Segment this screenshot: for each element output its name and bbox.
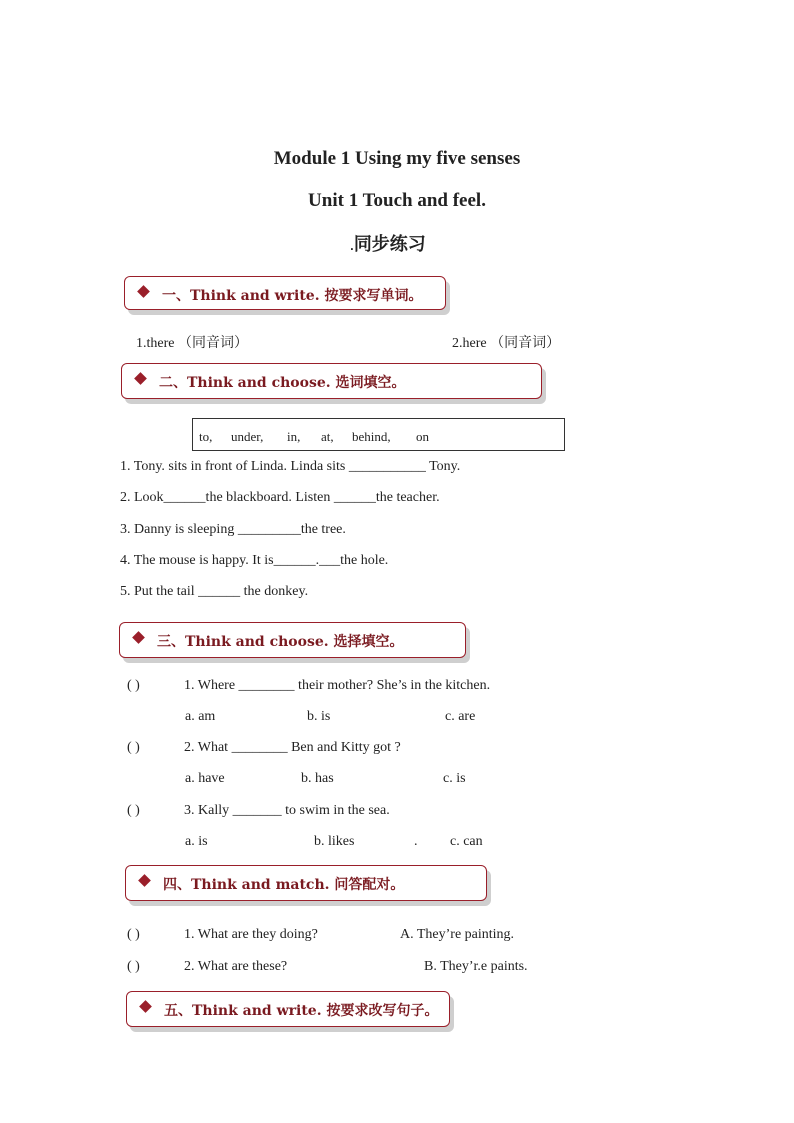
s3-q2-option-a: a. have	[185, 771, 225, 786]
diamond-icon	[132, 631, 145, 644]
s4-question-1: 1. What are they doing?	[184, 927, 318, 942]
diamond-icon	[134, 372, 147, 385]
page-title: Module 1 Using my five senses	[273, 148, 521, 169]
answer-paren: ( )	[127, 678, 140, 693]
section-4-title: 四、Think and match. 问答配对。	[163, 877, 405, 893]
s3-q1-option-c: c. are	[445, 709, 476, 724]
unit-title: Unit 1 Touch and feel.	[308, 190, 486, 211]
s3-q3-option-c: c. can	[450, 834, 483, 849]
answer-paren: ( )	[127, 803, 140, 818]
section-3-banner	[119, 622, 466, 658]
section-5-title: 五、Think and write. 按要求改写句子。	[164, 1003, 439, 1019]
section-5-banner	[126, 991, 450, 1027]
s4-answer-a: A. They’re painting.	[400, 927, 515, 942]
s1-item-2: 2.here （同音词）	[452, 336, 561, 351]
s3-q1-option-a: a. am	[185, 709, 216, 724]
exercise-heading	[350, 230, 426, 256]
s2-question-1: 1. Tony. sits in front of Linda. Linda sits ___________ Tony.	[120, 459, 461, 474]
diamond-icon	[138, 874, 151, 887]
s3-q3-option-b: b. likes	[314, 834, 355, 849]
word-option: on	[416, 429, 429, 444]
word-option: under,	[231, 429, 264, 444]
s3-q3-dot: .	[414, 834, 418, 849]
section-4-banner	[125, 865, 487, 901]
answer-paren: ( )	[127, 959, 140, 974]
section-2-banner	[121, 363, 542, 399]
word-option: behind,	[352, 429, 391, 444]
section-3-title: 三、Think and choose. 选择填空。	[157, 634, 404, 650]
s2-question-3: 3. Danny is sleeping _________the tree.	[120, 522, 346, 537]
word-box	[192, 418, 565, 451]
s3-q3-option-a: a. is	[185, 834, 208, 849]
s2-question-4: 4. The mouse is happy. It is______.___the hole.	[120, 553, 389, 568]
word-option: at,	[321, 429, 334, 444]
s3-question-2: 2. What ________ Ben and Kitty got ?	[184, 740, 401, 755]
s3-question-3: 3. Kally _______ to swim in the sea.	[184, 803, 390, 818]
heading-dot: .	[350, 242, 354, 253]
diamond-icon	[139, 1000, 152, 1013]
s3-q2-option-c: c. is	[443, 771, 466, 786]
s2-question-5: 5. Put the tail ______ the donkey.	[120, 584, 309, 599]
word-option: to,	[199, 429, 213, 444]
s4-answer-b: B. They’r.e paints.	[424, 959, 528, 974]
section-1-banner	[124, 276, 446, 310]
heading-text: 同步练习	[353, 234, 426, 255]
word-option: in,	[287, 429, 301, 444]
s4-question-2: 2. What are these?	[184, 959, 288, 974]
s3-question-1: 1. Where ________ their mother? She’s in the kitchen.	[184, 678, 491, 693]
s2-question-2: 2. Look______the blackboard. Listen ______the teacher.	[120, 490, 440, 505]
s3-q1-option-b: b. is	[307, 709, 331, 724]
answer-paren: ( )	[127, 740, 140, 755]
s1-item-1: 1.there （同音词）	[136, 336, 248, 351]
answer-paren: ( )	[127, 927, 140, 942]
section-1-title: 一、Think and write. 按要求写单词。	[162, 288, 423, 304]
diamond-icon	[137, 285, 150, 298]
section-2-title: 二、Think and choose. 选词填空。	[159, 375, 406, 391]
s3-q2-option-b: b. has	[301, 771, 334, 786]
